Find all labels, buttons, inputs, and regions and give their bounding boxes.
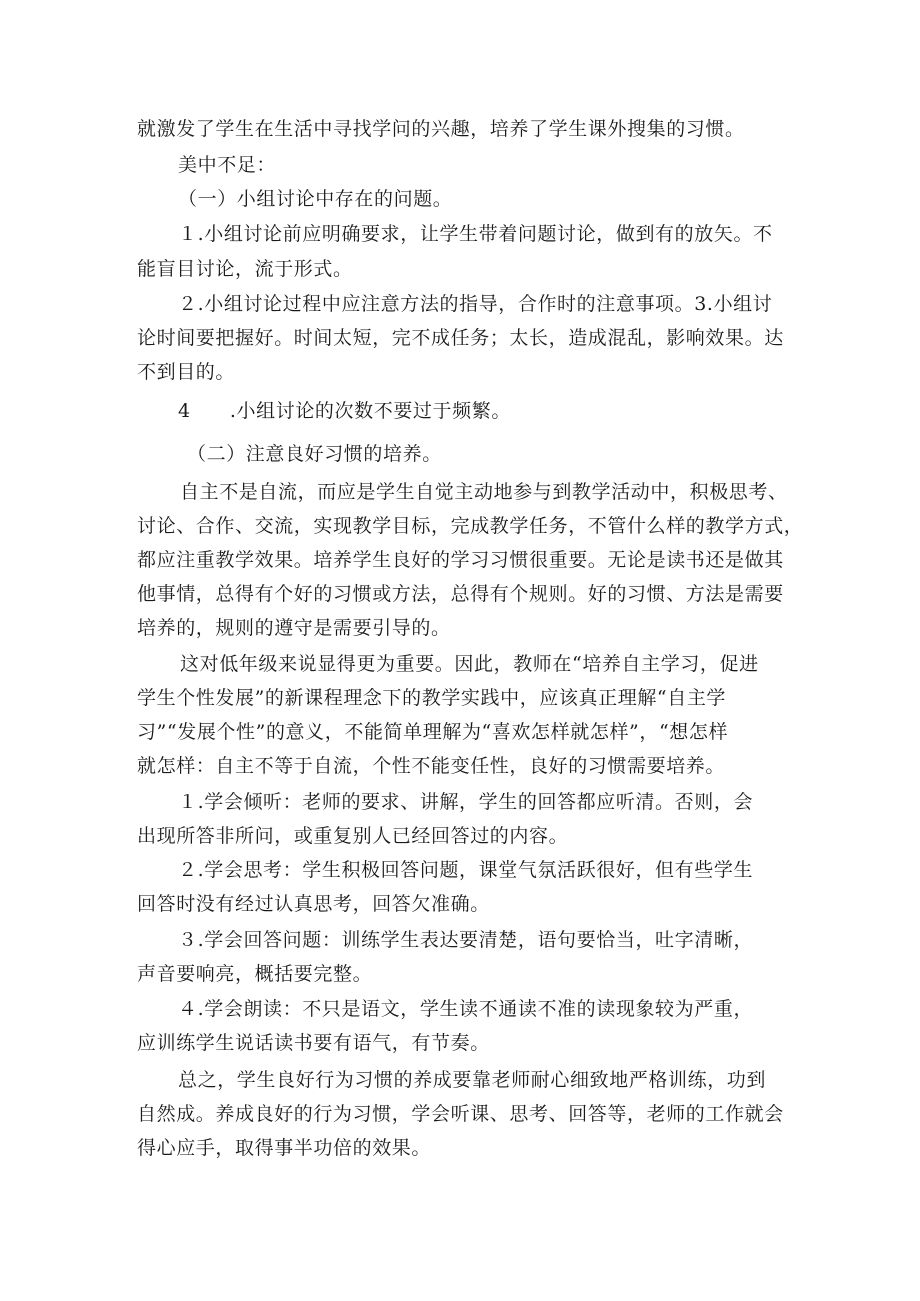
text-line: 不到目的。 bbox=[137, 361, 236, 383]
text-line: 出现所答非所问，或重复别人已经回答过的内容。 bbox=[137, 825, 569, 847]
text-line: 习”“发展个性”的意义，不能简单理解为“喜欢怎样就怎样”，“想怎样 bbox=[137, 721, 729, 743]
text-line: 回答时没有经过认真思考，回答欠准确。 bbox=[137, 893, 490, 915]
text-line: 都应注重教学效果。培养学生良好的学习习惯很重要。无论是读书还是做其 bbox=[137, 549, 784, 571]
text-line: 得心应手，取得事半功倍的效果。 bbox=[137, 1137, 432, 1159]
text-line: 就激发了学生在生活中寻找学问的兴趣，培养了学生课外搜集的习惯。 bbox=[137, 118, 745, 140]
text-line: ３.学会回答问题：训练学生表达要清楚，语句要恰当，吐字清晰， bbox=[178, 929, 754, 951]
text-line: 声音要响亮，概括要完整。 bbox=[137, 963, 373, 985]
text-line: 能盲目讨论，流于形式。 bbox=[137, 258, 353, 280]
text-line: 应训练学生说话读书要有语气，有节奏。 bbox=[137, 1032, 490, 1054]
text-line: 自主不是自流，而应是学生自觉主动地参与到教学活动中，积极思考、 bbox=[180, 481, 788, 503]
text-line: 就怎样：自主不等于自流，个性不能变任性，良好的习惯需要培养。 bbox=[137, 755, 726, 777]
text-line: 总之，学生良好行为习惯的养成要靠老师耐心细致地严格训练，功到 bbox=[178, 1069, 767, 1091]
text-line: ４.学会朗读：不只是语文，学生读不通读不准的读现象较为严重， bbox=[178, 998, 754, 1020]
text-line: ２.小组讨论过程中应注意方法的指导，合作时的注意事项。3.小组讨 bbox=[178, 293, 773, 315]
text-line: ２.学会思考：学生积极回答问题，课堂气氛活跃很好，但有些学生 bbox=[178, 859, 754, 881]
text-line: 培养的，规则的遵守是需要引导的。 bbox=[137, 617, 451, 639]
text-line: 这对低年级来说显得更为重要。因此，教师在“培养自主学习，促进 bbox=[180, 653, 759, 675]
section-heading: （二）注意良好习惯的培养。 bbox=[187, 443, 442, 465]
text-line: 他事情，总得有个好的习惯或方法，总得有个规则。好的习惯、方法是需要 bbox=[137, 583, 784, 605]
text-line: 讨论、合作、交流，实现教学目标，完成教学任务，不管什么样的教学方式， bbox=[137, 515, 804, 537]
text-line: １.学会倾听：老师的要求、讲解，学生的回答都应听清。否则，会 bbox=[178, 791, 754, 813]
text-line: 论时间要把握好。时间太短，完不成任务；太长，造成混乱，影响效果。达 bbox=[137, 327, 784, 349]
section-heading: （一）小组讨论中存在的问题。 bbox=[178, 188, 453, 210]
text-line: 学生个性发展”的新课程理念下的教学实践中，应该真正理解“自主学 bbox=[137, 687, 727, 709]
text-line: 自然成。养成良好的行为习惯，学会听课、思考、回答等，老师的工作就会 bbox=[137, 1103, 784, 1125]
text-line: １.小组讨论前应明确要求，让学生带着问题讨论，做到有的放矢。不 bbox=[178, 223, 773, 245]
text-line: 美中不足： bbox=[178, 154, 277, 176]
text-line: 4 .小组讨论的次数不要过于频繁。 bbox=[178, 400, 511, 422]
